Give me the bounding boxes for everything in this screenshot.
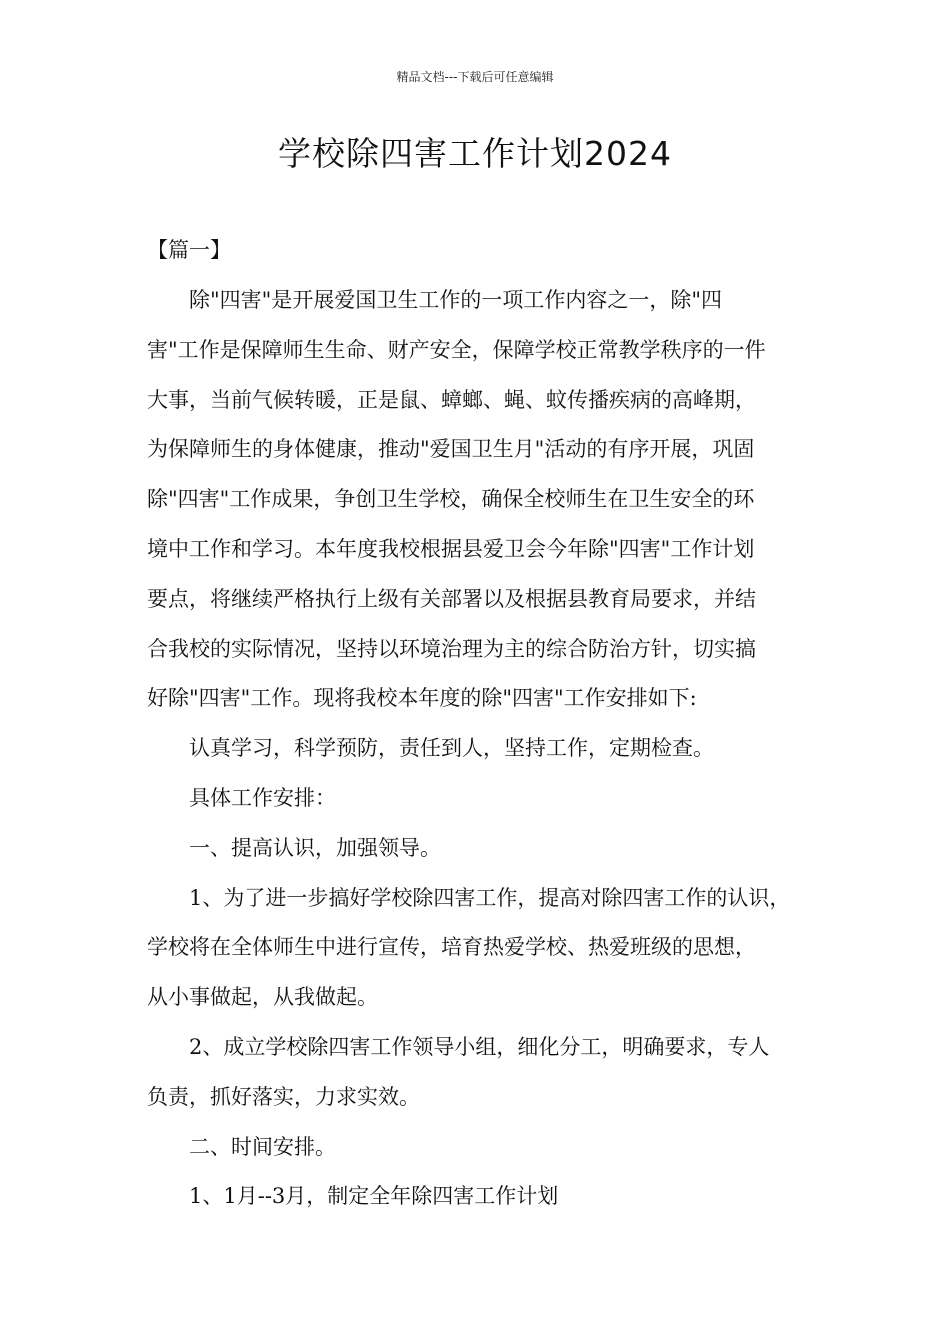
body-line: 为保障师生的身体健康，推动"爱国卫生月"活动的有序开展，巩固 <box>147 437 755 462</box>
body-line: 除"四害"工作成果，争创卫生学校，确保全校师生在卫生安全的环 <box>147 487 755 512</box>
header-note: 精品文档---下载后可任意编辑 <box>396 70 554 84</box>
body-line: 害"工作是保障师生生命、财产安全，保障学校正常教学秩序的一件 <box>147 337 766 362</box>
body-line: 1、为了进一步搞好学校除四害工作，提高对除四害工作的认识， <box>189 885 791 910</box>
body-line: 除"四害"是开展爱国卫生工作的一项工作内容之一，除"四 <box>189 288 722 312</box>
body-line: 学校将在全体师生中进行宣传，培育热爱学校、热爱班级的思想， <box>147 935 756 960</box>
body-line: 具体工作安排： <box>189 785 336 810</box>
body-line: 要点，将继续严格执行上级有关部署以及根据县教育局要求，并结 <box>147 586 756 611</box>
body-line: 认真学习，科学预防，责任到人，坚持工作，定期检查。 <box>189 736 714 761</box>
body-line: 1、1月--3月，制定全年除四害工作计划 <box>189 1184 559 1209</box>
document-body <box>147 280 847 1226</box>
body-line: 合我校的实际情况，坚持以环境治理为主的综合防治方针，切实搞 <box>147 636 756 661</box>
body-line: 一、提高认识，加强领导。 <box>189 835 441 860</box>
body-line: 2、成立学校除四害工作领导小组，细化分工，明确要求，专人 <box>189 1034 770 1059</box>
body-line: 负责，抓好落实，力求实效。 <box>147 1084 420 1109</box>
section-label: 【篇一】 <box>147 238 231 262</box>
body-line: 境中工作和学习。本年度我校根据县爱卫会今年除"四害"工作计划 <box>147 536 755 561</box>
body-line: 二、时间安排。 <box>189 1134 336 1159</box>
body-line: 好除"四害"工作。现将我校本年度的除"四害"工作安排如下: <box>147 686 697 711</box>
page-title: 学校除四害工作计划2024 <box>278 134 672 173</box>
body-line: 大事，当前气候转暖，正是鼠、蟑螂、蝇、蚊传播疾病的高峰期， <box>147 387 756 412</box>
body-line: 从小事做起，从我做起。 <box>147 985 378 1010</box>
